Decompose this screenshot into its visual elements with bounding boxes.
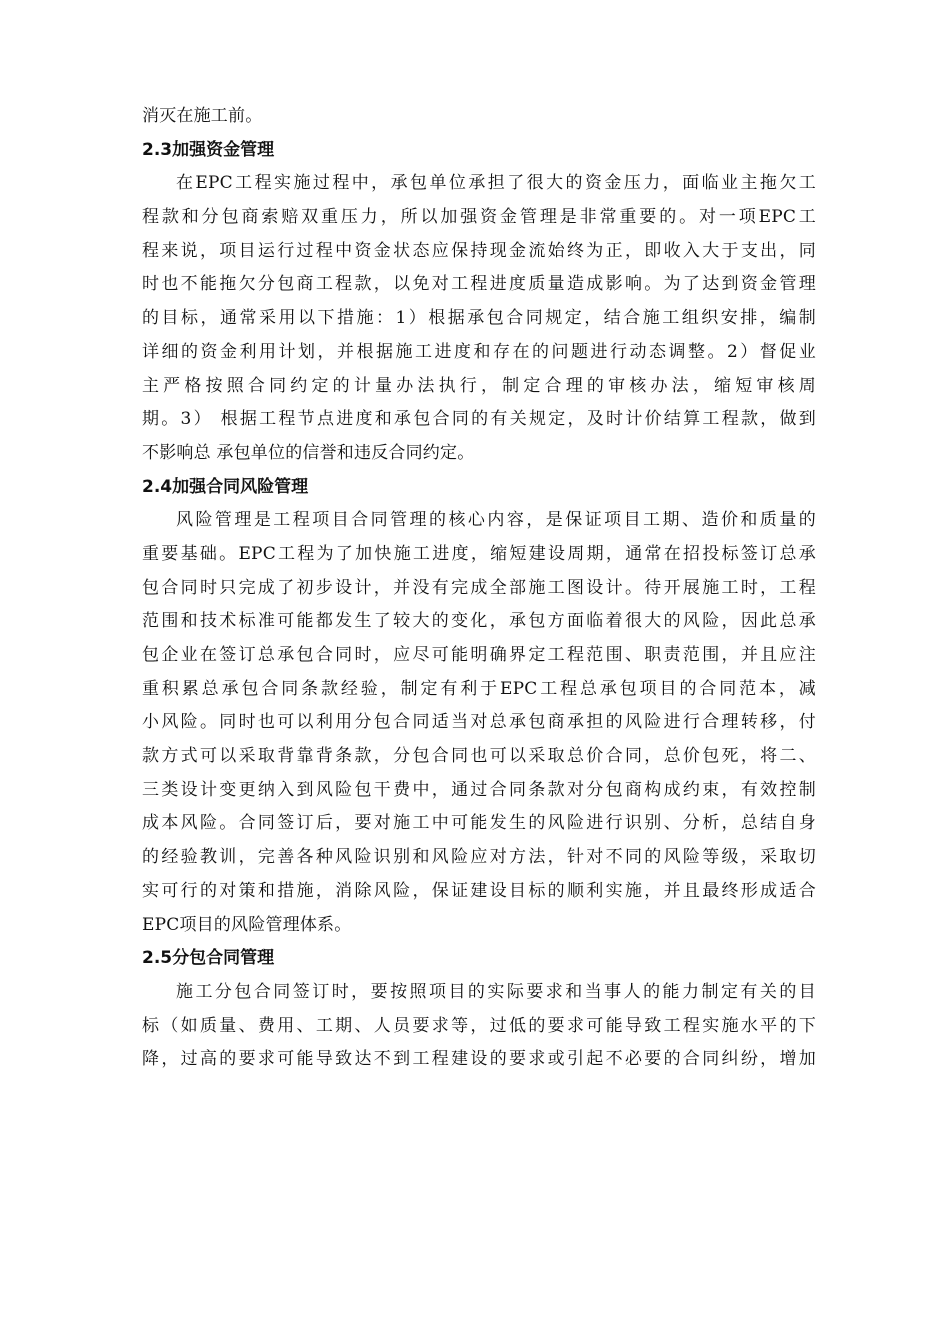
section-body [142,504,816,942]
paragraph-line: 包企业在签订总承包合同时，应尽可能明确界定工程范围、职责范围，并且应注 [142,645,816,665]
paragraph-line: 时也不能拖欠分包商工程款，以免对工程进度质量造成影响。为了达到资金管理 [142,274,816,295]
paragraph-line: 小风险。同时也可以利用分包合同适当对总承包商承担的风险进行合理转移，付 [142,712,816,733]
section-2-4 [142,471,816,943]
section-2-5 [142,942,816,1077]
paragraph-line: 包合同时只完成了初步设计，并没有完成全部施工图设计。待开展施工时，工程 [142,577,816,598]
paragraph-line: 成本风险。合同签订后，要对施工中可能发生的风险进行识别、分析，总结自身 [142,813,816,834]
paragraph-line: 的目标，通常采用以下措施：1）根据承包合同规定，结合施工组织安排，编制 [142,308,816,329]
section-body [142,167,816,470]
paragraph-line: 重积累总承包合同条款经验，制定有利于EPC工程总承包项目的合同范本，减 [142,678,816,699]
paragraph-line: 主严格按照合同约定的计量办法执行，制定合理的审核办法，缩短审核周 [142,375,816,396]
section-heading: 2.5分包合同管理 [142,948,275,969]
paragraph-line: 的经验教训，完善各种风险识别和风险应对方法，针对不同的风险等级，采取切 [142,847,816,868]
document-page [142,100,816,1077]
paragraph-line: 风险管理是工程项目合同管理的核心内容，是保证项目工期、造价和质量的 [176,510,816,531]
paragraph-line: 实可行的对策和措施，消除风险，保证建设目标的顺利实施，并且最终形成适合 [142,880,816,901]
paragraph-line: 不影响总 承包单位的信誉和违反合同约定。 [142,442,475,463]
section-heading: 2.4加强合同风险管理 [142,476,309,497]
paragraph-line: 期。3） 根据工程节点进度和承包合同的有关规定，及时计价结算工程款，做到 [142,409,816,430]
paragraph-line: EPC项目的风险管理体系。 [142,914,352,935]
paragraph-line: 标（如质量、费用、工期、人员要求等，过低的要求可能导致工程实施水平的下 [142,1015,816,1036]
section-2-3 [142,134,816,471]
paragraph-line: 范围和技术标准可能都发生了较大的变化，承包方面临着很大的风险，因此总承 [142,611,816,632]
paragraph-line: 详细的资金利用计划，并根据施工进度和存在的问题进行动态调整。2）督促业 [142,341,816,362]
section-body [142,976,816,1077]
paragraph-line: 施工分包合同签订时，要按照项目的实际要求和当事人的能力制定有关的目 [176,981,816,1002]
paragraph-line: 程来说，项目运行过程中资金状态应保持现金流始终为正，即收入大于支出，同 [142,240,816,261]
paragraph-line: 重要基础。EPC工程为了加快施工进度，缩短建设周期，通常在招投标签订总承 [142,543,816,564]
paragraph-line: 在EPC工程实施过程中，承包单位承担了很大的资金压力，面临业主拖欠工 [176,173,816,194]
paragraph-line: 降，过高的要求可能导致达不到工程建设的要求或引起不必要的合同纠纷，增加 [142,1049,816,1070]
section-heading: 2.3加强资金管理 [142,139,275,160]
paragraph-line: 款方式可以采取背靠背条款，分包合同也可以采取总价合同，总价包死，将二、 [142,746,816,767]
paragraph-fragment-line: 消灭在施工前。 [142,106,263,126]
paragraph-line: 三类设计变更纳入到风险包干费中，通过合同条款对分包商构成约束，有效控制 [142,779,816,800]
paragraph-line: 程款和分包商索赔双重压力，所以加强资金管理是非常重要的。对一项EPC工 [142,207,816,228]
